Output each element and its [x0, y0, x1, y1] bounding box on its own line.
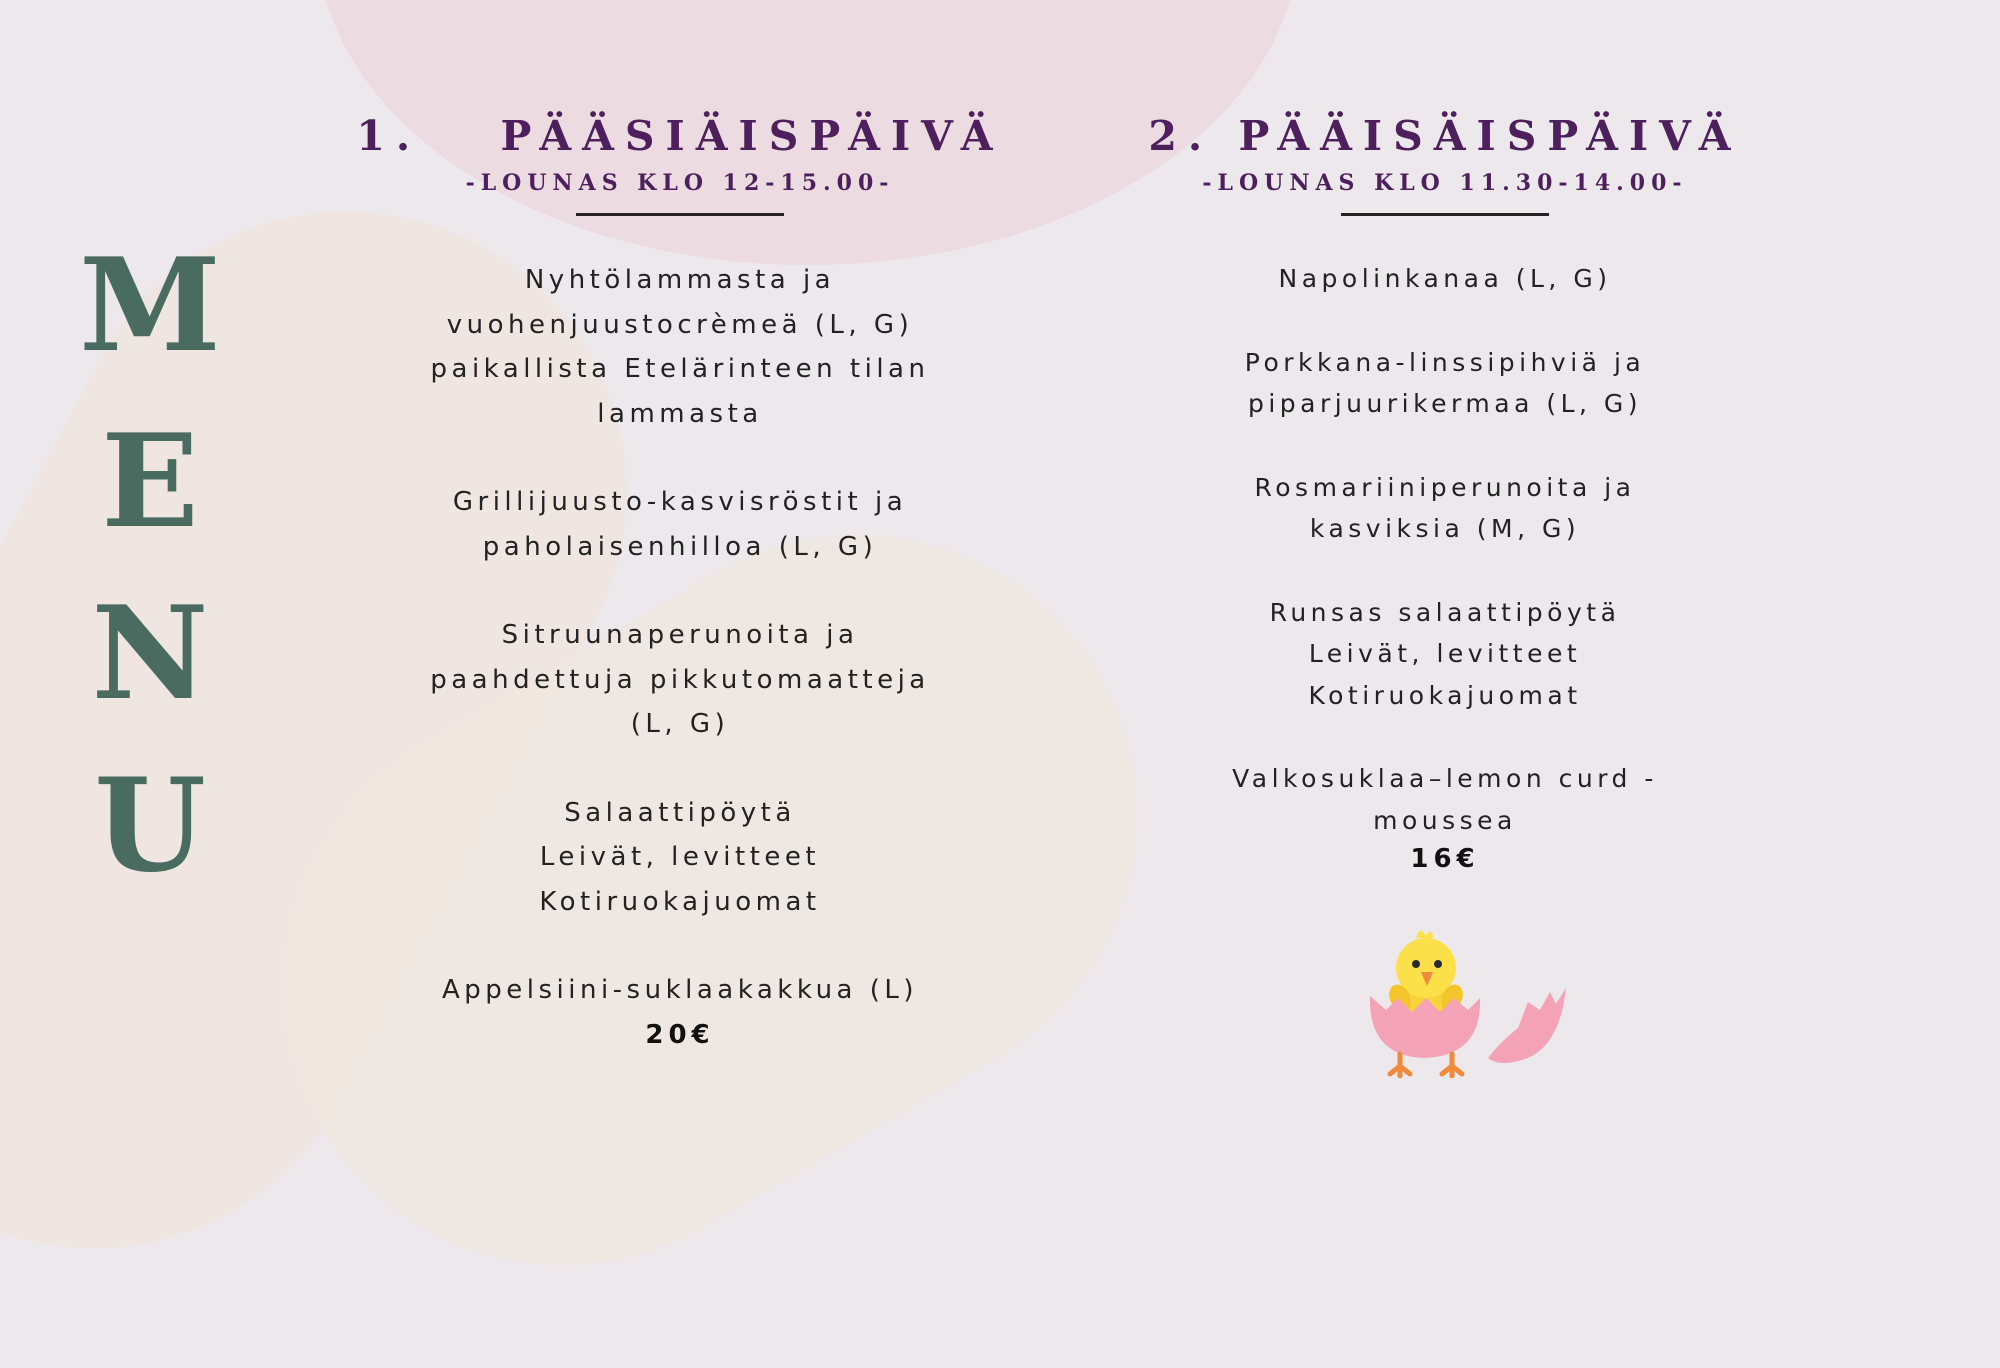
dish-line: moussea — [1373, 805, 1517, 835]
dish-line: kasviksia (M, G) — [1309, 514, 1581, 543]
menu-letter-n: N — [91, 579, 209, 729]
dish-line: Leivät, levitteet — [1308, 639, 1582, 668]
day2-lunch-hours: -LOUNAS KLO 11.30-14.00- — [1202, 170, 1688, 196]
menu-letter-m: M — [79, 231, 221, 381]
dish-line: Valkosuklaa–lemon curd - — [1232, 764, 1658, 793]
dish-line: Runsas salaattipöytä — [1269, 597, 1621, 627]
day1-lunch-hours: -LOUNAS KLO 12-15.00- — [465, 170, 895, 196]
day1-dish-list — [340, 258, 1020, 1057]
day2-dish-salad-bar — [1130, 592, 1760, 717]
dish-line: paahdettuja pikkutomaatteja — [430, 664, 930, 695]
day2-dish-potatoes — [1130, 467, 1760, 550]
day2-dish-carrot-patties — [1130, 342, 1760, 425]
dish-line: Kotiruokajuomat — [1308, 680, 1582, 710]
dish-line: Nyhtölammasta ja — [524, 265, 836, 295]
day1-title: 1. PÄÄSIÄISPÄIVÄ — [356, 112, 1004, 160]
day1-dish-halloumi-rosti — [340, 480, 1020, 569]
dish-line: Porkkana-linssipihviä ja — [1244, 347, 1646, 377]
menu-letter-e: E — [101, 407, 199, 557]
dish-line: Salaattipöytä — [564, 797, 796, 828]
dish-line: Leivät, levitteet — [539, 842, 821, 872]
dish-line: piparjuurikermaa (L, G) — [1247, 389, 1643, 418]
day1-dish-salad-bar — [340, 791, 1020, 925]
dish-line: Sitruunaperunoita ja — [501, 620, 859, 650]
day2-dish-list — [1130, 258, 1760, 877]
dish-line: Napolinkanaa (L, G) — [1278, 264, 1612, 293]
day1-dish-potatoes — [340, 613, 1020, 747]
day2-title: 2. PÄÄISÄISPÄIVÄ — [1148, 112, 1742, 160]
dish-line: Kotiruokajuomat — [539, 886, 821, 917]
day2-divider — [1341, 213, 1549, 216]
day2-price: 16€ — [1410, 844, 1480, 874]
day2-dish-dessert — [1130, 758, 1760, 877]
dish-line: vuohenjuustocrèmeä (L, G) — [446, 309, 914, 340]
dish-line: paholaisenhilloa (L, G) — [482, 531, 878, 562]
day1-divider — [576, 213, 784, 216]
dish-line: (L, G) — [630, 709, 730, 739]
dish-line: Appelsiini-suklaakakkua (L) — [441, 975, 919, 1005]
day1-price: 20€ — [645, 1019, 715, 1050]
day1-dish-dessert — [340, 968, 1020, 1057]
dish-line: Grillijuusto-kasvisröstit ja — [452, 487, 908, 517]
dish-line: Rosmariiniperunoita ja — [1254, 472, 1636, 502]
day1-dish-lamb — [340, 258, 1020, 436]
day2-dish-chicken — [1130, 258, 1760, 300]
dish-line: paikallista Etelärinteen tilan — [430, 354, 930, 384]
menu-letter-u: U — [94, 751, 206, 901]
dish-line: lammasta — [597, 398, 763, 429]
hatching-chick-icon — [1360, 918, 1580, 1078]
